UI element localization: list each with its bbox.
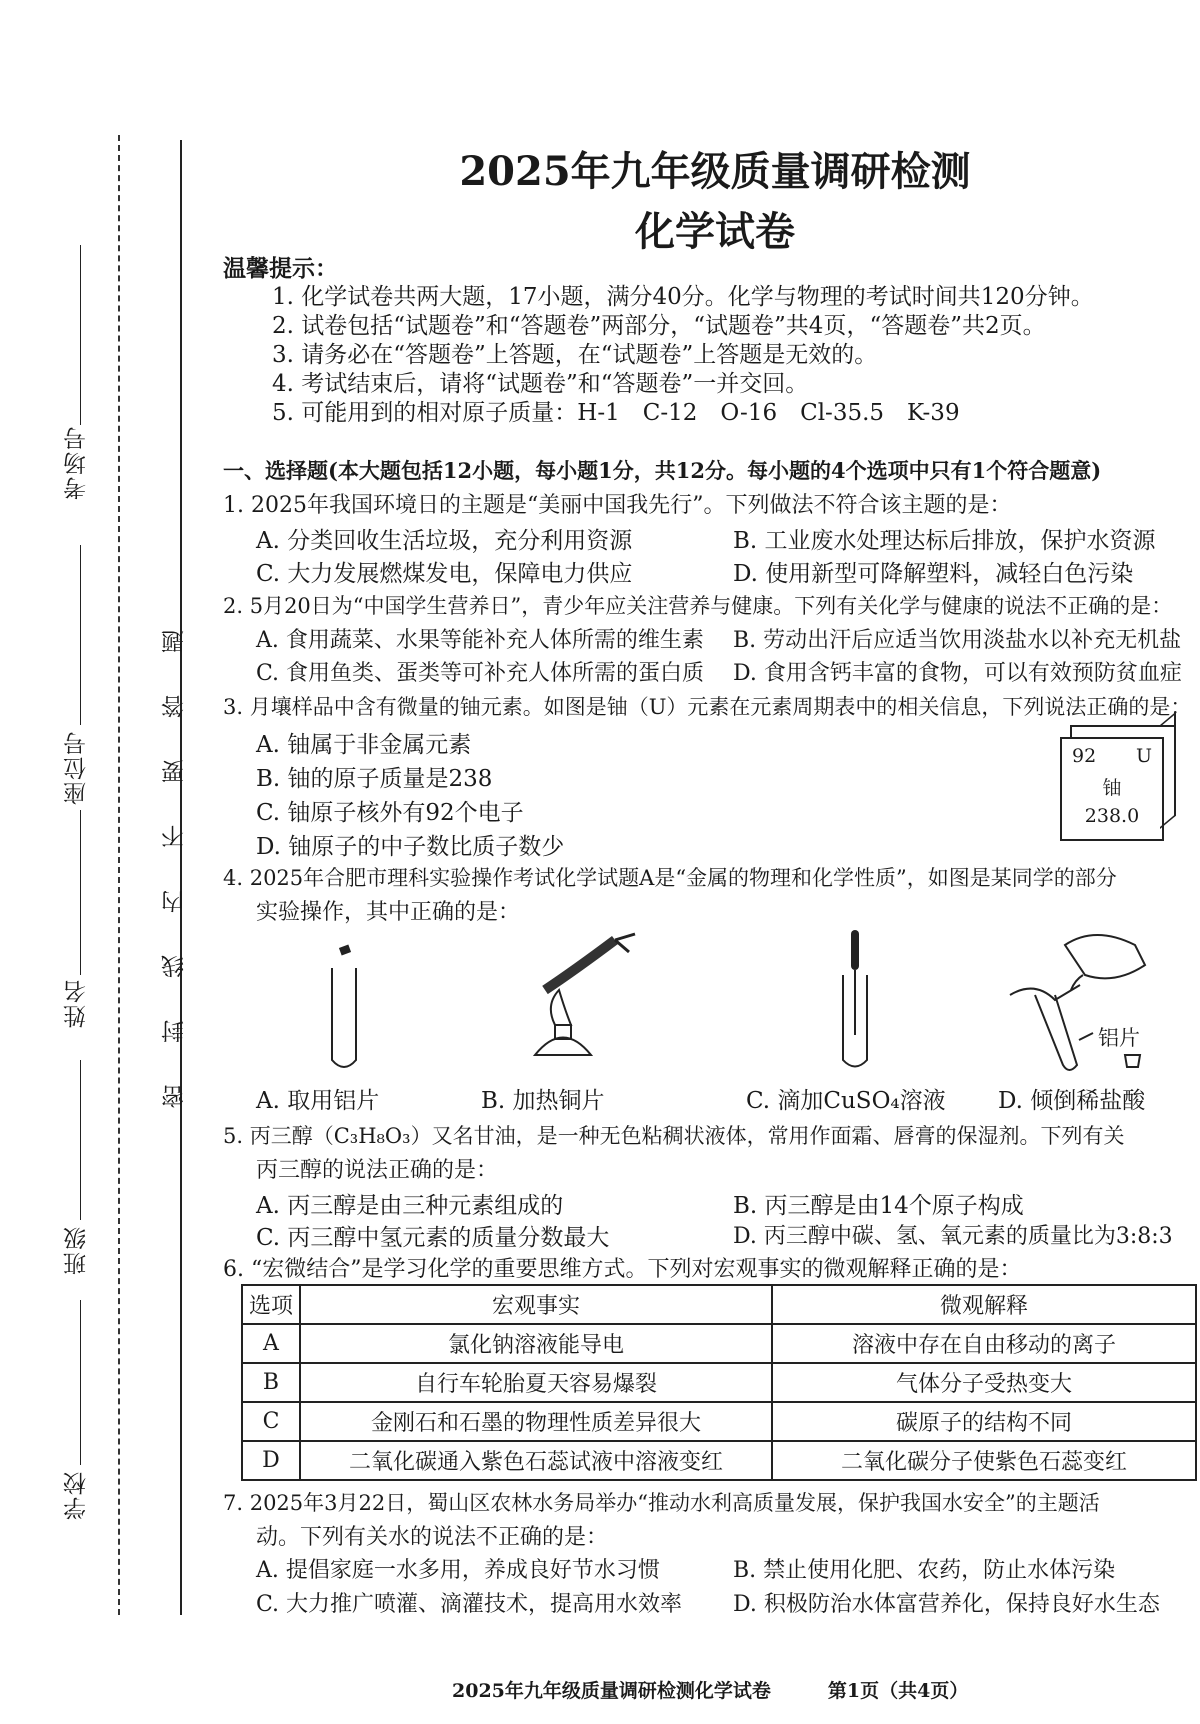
table-row xyxy=(242,1324,1196,1363)
class-label: 班级 xyxy=(64,1225,90,1275)
element-card-side xyxy=(1160,712,1176,829)
question-2-option-b: B. 劳动出汗后应适当饮用淡盐水以补充无机盐 xyxy=(733,628,1182,653)
question-2-stem: 2. 5月20日为“中国学生营养日”，青少年应关注营养与健康。下列有关化学与健康的说法不正确的是： xyxy=(223,594,1173,618)
atomic-number: 92 xyxy=(1072,745,1097,767)
binding-solid-line xyxy=(180,140,182,1615)
page-title: 2025年九年级质量调研检测 xyxy=(459,148,971,195)
element-symbol: U xyxy=(1135,745,1152,767)
question-3-option-a: A. 铀属于非金属元素 xyxy=(256,732,472,758)
question-7-option-b: B. 禁止使用化肥、农药，防止水体污染 xyxy=(733,1558,1116,1583)
table-row xyxy=(242,1363,1196,1402)
question-3-option-c: C. 铀原子核外有92个电子 xyxy=(256,800,524,826)
seal-char: 答 xyxy=(162,695,188,718)
atomic-mass: 238.0 xyxy=(1084,805,1140,827)
table-cell: 二氧化碳通入紫色石蕊试液中溶液变红 xyxy=(300,1441,772,1480)
question-1-option-b: B. 工业废水处理达标后排放，保护水资源 xyxy=(733,528,1156,554)
question-3-option-d: D. 铀原子的中子数比质子数少 xyxy=(256,834,565,860)
name-line xyxy=(80,810,81,975)
question-1-stem: 1. 2025年我国环境日的主题是“美丽中国我先行”。下列做法不符合该主题的是： xyxy=(223,493,1012,518)
pouring-figure xyxy=(1005,925,1165,1080)
question-1-option-d: D. 使用新型可降解塑料，减轻白色污染 xyxy=(733,561,1134,587)
question-7-stem: 7. 2025年3月22日，蜀山区农林水务局举办“推动水利高质量发展，保护我国水安全”的主题活 xyxy=(223,1491,1100,1515)
table-cell: 氯化钠溶液能导电 xyxy=(300,1324,772,1363)
page-subtitle: 化学试卷 xyxy=(635,208,795,255)
table-header-cell: 宏观事实 xyxy=(300,1285,772,1324)
question-6-stem: 6. “宏微结合”是学习化学的重要思维方式。下列对宏观事实的微观解释正确的是： xyxy=(223,1257,1022,1282)
question-4-option-b: B. 加热铜片 xyxy=(481,1088,605,1114)
question-6-table xyxy=(241,1284,1197,1481)
seat-line xyxy=(80,545,81,725)
question-4-option-d: D. 倾倒稀盐酸 xyxy=(998,1088,1146,1114)
question-7-option-a: A. 提倡家庭一水多用，养成良好节水习惯 xyxy=(256,1558,660,1583)
seal-char: 不 xyxy=(162,825,188,848)
element-card xyxy=(1060,737,1164,841)
question-7-stem-cont: 动。下列有关水的说法不正确的是： xyxy=(256,1525,609,1550)
table-cell: B xyxy=(242,1363,300,1402)
question-2-option-d: D. 食用含钙丰富的食物，可以有效预防贫血症 xyxy=(733,661,1182,686)
question-3-stem: 3. 月壤样品中含有微量的铀元素。如图是铀（U）元素在元素周期表中的相关信息，下列说法正确的是： xyxy=(223,695,1192,719)
question-5-option-a: A. 丙三醇是由三种元素组成的 xyxy=(256,1193,564,1219)
question-2-option-c: C. 食用鱼类、蛋类等可补充人体所需的蛋白质 xyxy=(256,661,705,686)
seal-char: 要 xyxy=(162,760,188,783)
test-tube-figure xyxy=(320,940,370,1075)
table-header-cell: 选项 xyxy=(242,1285,300,1324)
question-5-stem-cont: 丙三醇的说法正确的是： xyxy=(256,1158,499,1183)
heating-figure xyxy=(525,930,655,1080)
class-line xyxy=(80,1060,81,1220)
table-cell: 金刚石和石墨的物理性质差异很大 xyxy=(300,1402,772,1441)
table-cell: A xyxy=(242,1324,300,1363)
table-cell: 溶液中存在自由移动的离子 xyxy=(772,1324,1196,1363)
table-row xyxy=(242,1402,1196,1441)
tip-item: 4. 考试结束后，请将“试题卷”和“答题卷”一并交回。 xyxy=(272,371,809,397)
seal-char: 线 xyxy=(162,955,188,978)
question-3-option-b: B. 铀的原子质量是238 xyxy=(256,766,493,792)
question-4-stem: 4. 2025年合肥市理科实验操作考试化学试题A是“金属的物理和化学性质”，如图是某同学的部分 xyxy=(223,866,1117,890)
tip-item: 2. 试卷包括“试题卷”和“答题卷”两部分，“试题卷”共4页，“答题卷”共2页。 xyxy=(272,313,1046,339)
question-4-stem-cont: 实验操作，其中正确的是： xyxy=(256,900,521,925)
tip-item: 3. 请务必在“答题卷”上答题，在“试题卷”上答题是无效的。 xyxy=(272,342,878,368)
seal-char: 题 xyxy=(162,630,188,653)
tip-item: 1. 化学试卷共两大题，17小题，满分40分。化学与物理的考试时间共120分钟。 xyxy=(272,284,1094,310)
binding-dashed-line xyxy=(118,135,120,1615)
question-1-option-a: A. 分类回收生活垃圾，充分利用资源 xyxy=(256,528,633,554)
table-cell: D xyxy=(242,1441,300,1480)
section-heading: 一、选择题(本大题包括12小题，每小题1分，共12分。每小题的4个选项中只有1个符合题意) xyxy=(223,458,1102,483)
table-header-cell: 微观解释 xyxy=(772,1285,1196,1324)
question-5-option-b: B. 丙三醇是由14个原子构成 xyxy=(733,1193,1024,1219)
question-7-option-c: C. 大力推广喷灌、滴灌技术，提高用水效率 xyxy=(256,1592,683,1617)
seal-char: 密 xyxy=(162,1085,188,1108)
school-line xyxy=(80,1300,81,1465)
table-header-row xyxy=(242,1285,1196,1324)
question-4-option-c: C. 滴加CuSO₄溶液 xyxy=(746,1088,946,1114)
seal-char: 内 xyxy=(162,890,188,913)
exam-room-label: 考场号 xyxy=(64,425,90,500)
aluminum-label: 铝片 xyxy=(1098,1026,1140,1050)
question-5-option-d: D. 丙三醇中碳、氢、氧元素的质量比为3:8:3 xyxy=(733,1224,1173,1249)
dropper-figure xyxy=(835,925,875,1075)
tips-heading: 温馨提示： xyxy=(223,255,338,282)
table-cell: 气体分子受热变大 xyxy=(772,1363,1196,1402)
page-footer: 2025年九年级质量调研检测化学试卷 第1页（共4页） xyxy=(452,1680,969,1702)
tip-item: 5. 可能用到的相对原子质量：H-1 C-12 O-16 Cl-35.5 K-39 xyxy=(272,400,960,426)
table-cell: 自行车轮胎夏天容易爆裂 xyxy=(300,1363,772,1402)
seat-label: 座位号 xyxy=(64,730,90,805)
question-4-option-a: A. 取用铝片 xyxy=(256,1088,380,1114)
question-5-option-c: C. 丙三醇中氢元素的质量分数最大 xyxy=(256,1225,610,1251)
question-1-option-c: C. 大力发展燃煤发电，保障电力供应 xyxy=(256,561,633,587)
question-7-option-d: D. 积极防治水体富营养化，保持良好水生态 xyxy=(733,1592,1160,1617)
seal-char: 封 xyxy=(162,1020,188,1043)
element-name: 铀 xyxy=(1102,777,1122,799)
question-5-stem: 5. 丙三醇（C₃H₈O₃）又名甘油，是一种无色粘稠状液体，常用作面霜、唇膏的保湿剂。下列有关 xyxy=(223,1124,1125,1148)
table-cell: 二氧化碳分子使紫色石蕊变红 xyxy=(772,1441,1196,1480)
name-label: 姓名 xyxy=(64,978,90,1028)
table-row xyxy=(242,1441,1196,1480)
question-2-option-a: A. 食用蔬菜、水果等能补充人体所需的维生素 xyxy=(256,628,704,653)
table-cell: C xyxy=(242,1402,300,1441)
table-cell: 碳原子的结构不同 xyxy=(772,1402,1196,1441)
exam-room-line xyxy=(80,245,81,425)
school-label: 学校 xyxy=(64,1470,90,1520)
